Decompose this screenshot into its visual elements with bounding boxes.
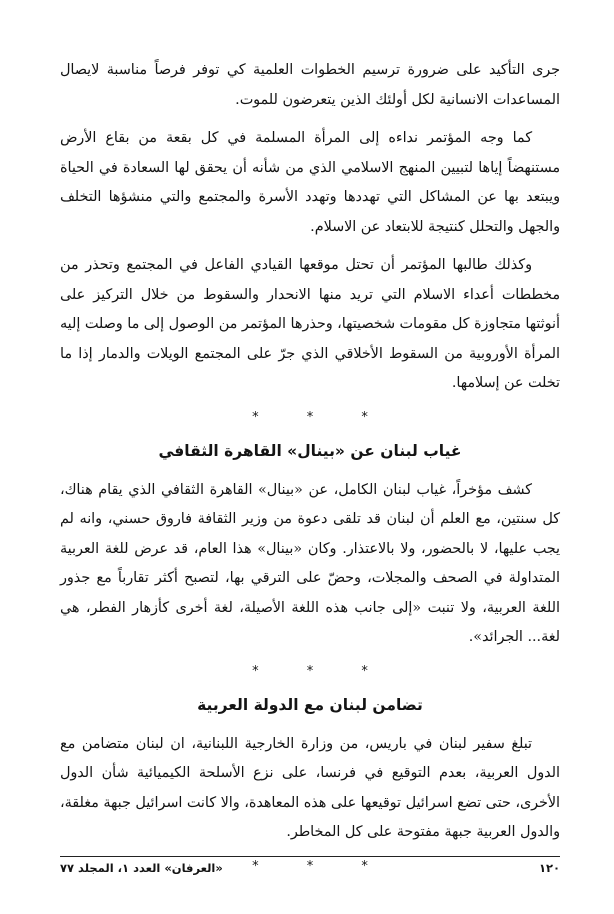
article-body xyxy=(60,56,560,885)
intro-paragraph-2: كما وجه المؤتمر نداءه إلى المرأة المسلمة في كل بقعة من بقاع الأرض مستنهضاً إياها لتبيين المنهج الاسلامي الذي من شأنه أن يحقق لها السعادة في الحياة ويبتعد بها عن المشاكل التي تهددها وتهدد الأسرة والمجتمع والتي منشؤها التخلف والجهل والتحلل كنتيجة للابتعاد عن الاسلام. xyxy=(60,130,560,235)
section-2-title: تضامن لبنان مع الدولة العربية xyxy=(197,695,423,714)
section-separator-2: * * * xyxy=(252,663,390,679)
section-separator-3: * * * xyxy=(252,858,390,874)
section-1-title: غياب لبنان عن «بينال» القاهرة الثقافي xyxy=(158,441,462,460)
intro-paragraph-3: وكذلك طالبها المؤتمر أن تحتل موقعها القيادي الفاعل في المجتمع وتحذر من مخططات أعداء الاسلام التي تريد منها الانحدار والسقوط من خلال التركيز على أنوثتها متجاوزة كل مقومات شخصيتها، وحذرها المؤتمر من الوصول إلى ما وصلت إليه المرأة الأوروبية من السقوط الأخلاقي الذي جرّ على المجتمع الويلات والدمار إذا ما تخلت عن إسلامها. xyxy=(60,257,560,391)
section-2-paragraph: تبلغ سفير لبنان في باريس، من وزارة الخارجية اللبنانية، ان لبنان متضامن مع الدول العربية، بعدم التوقيع في فرنسا، على نزع الأسلحة الكيميائية شأن الدول الأخرى، حتى تضع اسرائيل توقيعها على هذه المعاهدة، والا كانت اسرائيل جبهة مغلقة، والدول العربية جبهة مفتوحة على كل المخاطر. xyxy=(60,735,560,840)
page-footer xyxy=(60,856,560,875)
page-number: ١٢٠ xyxy=(538,861,560,875)
section-1-paragraph: كشف مؤخراً، غياب لبنان الكامل، عن «بينال» القاهرة الثقافي الذي يقام هناك، كل سنتين، مع العلم أن لبنان قد تلقى دعوة من وزير الثقافة فاروق حسني، وانه لم يجب عليها، لا بالحضور، ولا بالاعتذار. وكان «بينال» هذا العام، قد عرض للغة العربية المتداولة في الصحف والمجلات، وحضّ على الترقي بها، لتصبح أكثر تقارباً مع جذور اللغة العربية، ولا تنبت «إلى جانب هذه اللغة الأصيلة، لغة أخرى كأزهار الفطر، هي لغة... الجرائد». xyxy=(60,481,560,645)
intro-paragraph-1: جرى التأكيد على ضرورة ترسيم الخطوات العلمية كي توفر فرصاً مناسبة لايصال المساعدات الانسانية لكل أولئك الذين يتعرضون للموت. xyxy=(60,62,560,108)
journal-reference: «العرفان» العدد ١، المجلد ٧٧ xyxy=(60,861,223,875)
section-separator-1: * * * xyxy=(252,409,390,425)
